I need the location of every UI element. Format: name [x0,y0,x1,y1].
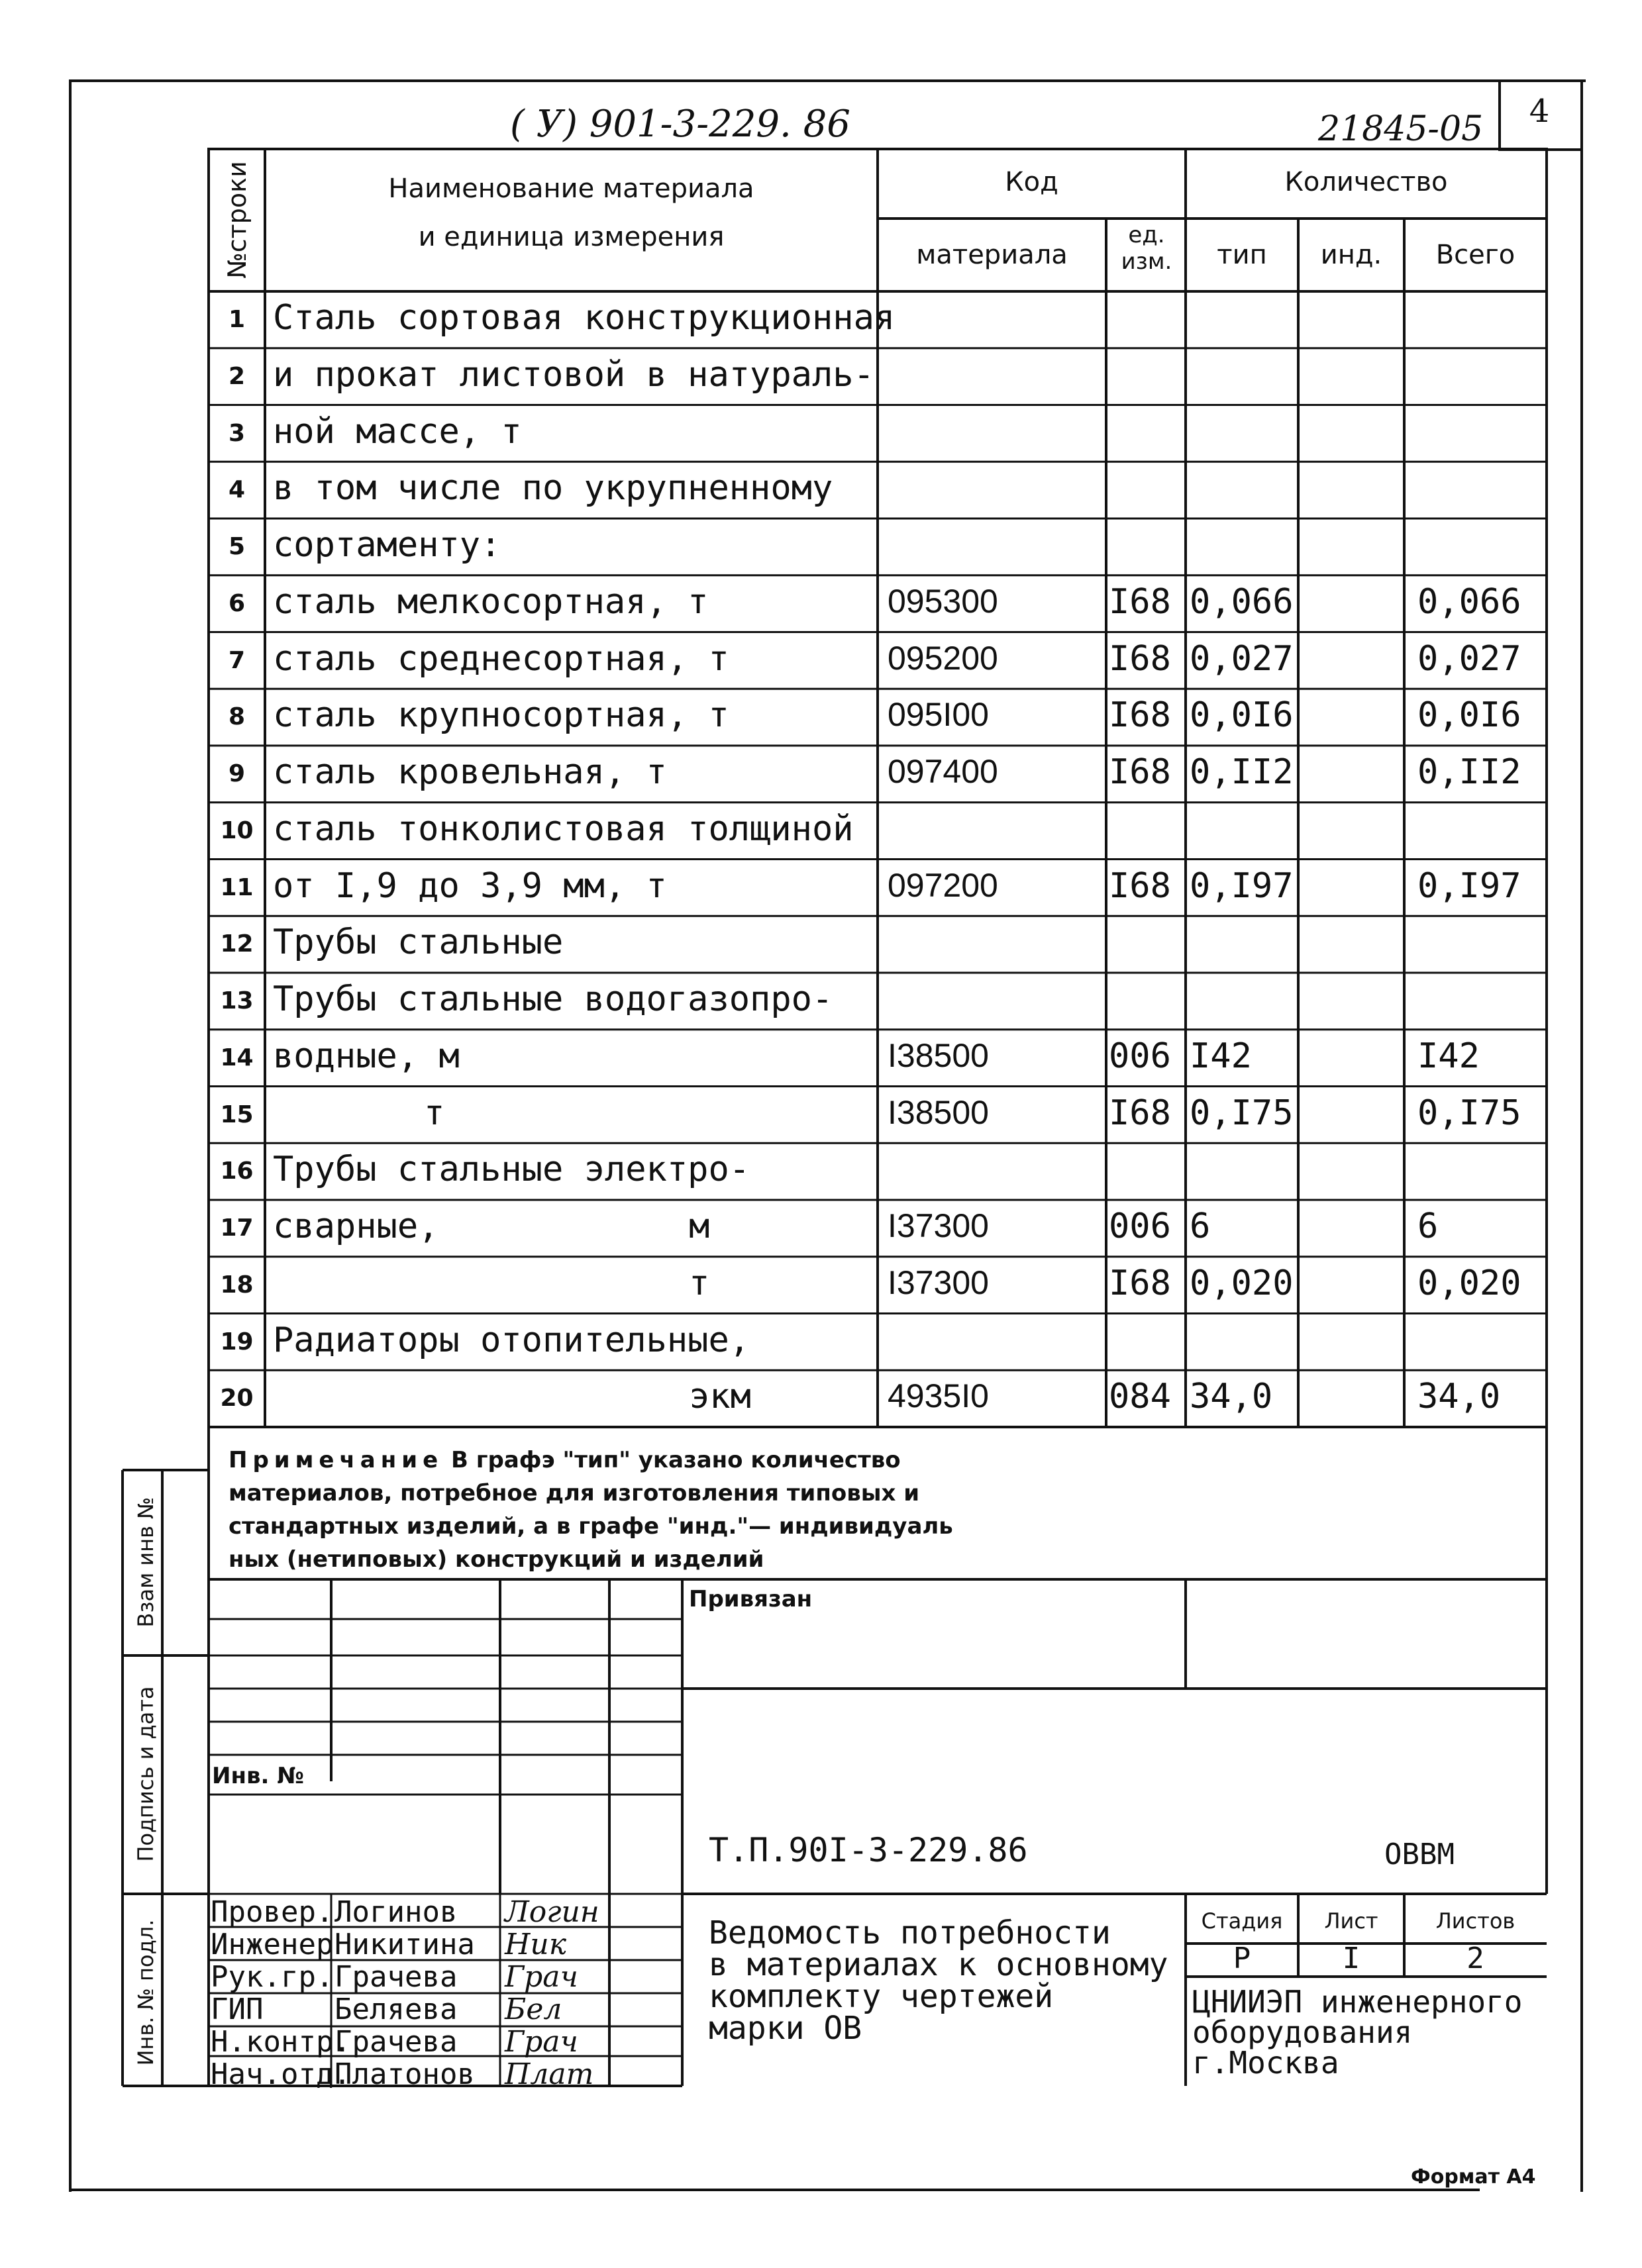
cell-mat: 095I00 [888,696,989,734]
side-label-podpis: Подпись и дата [133,1686,158,1862]
note-block [229,1444,953,1576]
org-line2: оборудования [1192,2014,1413,2050]
cell-total: 0,020 [1417,1263,1521,1303]
cell-name-unit: м [689,1207,710,1246]
signature: Логин [505,1895,599,1929]
cell-type: 0,I75 [1190,1093,1294,1133]
note-line3: стандартных изделий, а в графе "инд."— индивидуаль [229,1513,953,1540]
header-name-line1: Наименование материала [388,173,754,204]
privyazan-label: Привязан [689,1586,813,1612]
header-qty-type: тип [1217,240,1267,270]
cell-n: 8 [228,703,246,731]
signer-role: Н.контр. [211,2025,351,2059]
cell-mat: 095200 [888,639,998,677]
signer-role: Рук.гр. [211,1960,334,1994]
doc-title [709,1914,1168,2047]
cell-type: 6 [1190,1207,1211,1246]
cell-name: Трубы стальные водогазопро- [273,979,833,1019]
cell-name-unit: т [689,1263,710,1303]
signer-role: ГИП [211,1993,264,2026]
cell-n: 5 [228,533,246,560]
sheets-label: Листов [1435,1908,1515,1934]
signer-name: Платонов [334,2057,475,2091]
cell-name: сталь крупносортная, т [273,695,729,736]
cell-n: 10 [220,816,254,844]
cell-mat: I38500 [888,1036,989,1074]
cell-n: 7 [228,646,246,674]
cell-unit: I68 [1109,1093,1171,1133]
cell-total: 34,0 [1417,1377,1501,1417]
header-name-line2: и единица измерения [418,222,725,252]
cell-type: 0,I97 [1190,865,1294,906]
page-number: 4 [1529,93,1550,130]
doc-title-line3: комплекту чертежей [709,1978,1054,2015]
cell-name: водные, м [273,1036,460,1076]
cell-unit: I68 [1109,581,1171,622]
cell-mat: I37300 [888,1263,989,1301]
signer-name: Грачева [334,1960,458,1994]
cell-mat: I37300 [888,1207,989,1244]
cell-name: Сталь сортовая конструкционная [273,298,896,338]
cell-name: сортаменту: [273,525,501,565]
sheets-value: 2 [1466,1942,1484,1975]
cell-n: 3 [228,419,246,447]
signature: Ник [505,1928,566,1961]
cell-unit: I68 [1109,865,1171,906]
cell-mat: I38500 [888,1093,989,1131]
cell-n: 12 [220,930,254,958]
cell-unit: I68 [1109,1263,1171,1303]
header-qty-total: Всего [1435,240,1515,270]
cell-mat: 097200 [888,866,998,904]
header-qty-ind: инд. [1320,240,1382,270]
cell-n: 9 [228,760,246,787]
cell-name: от I,9 до 3,9 мм, т [273,865,667,906]
sheet-value: I [1342,1942,1360,1975]
cell-n: 6 [228,589,246,617]
cell-total: 0,066 [1417,581,1521,622]
cell-n: 15 [220,1101,254,1128]
cell-total: 0,027 [1417,638,1521,679]
doc-title-line4: марки ОВ [709,2010,862,2047]
cell-total: I42 [1417,1036,1480,1076]
inv-no-label: Инв. № [212,1763,305,1789]
cell-unit: I68 [1109,752,1171,792]
header-code-material: материала [916,240,1068,270]
cell-unit: I68 [1109,695,1171,736]
side-label-inv-podl: Инв. № подл. [133,1919,158,2066]
doc-code: Т.П.90I-3-229.86 [709,1831,1028,1869]
header-row-number: №строки [223,161,252,279]
document-code-left: ( У) 901-3-229. 86 [510,103,850,146]
cell-total: 0,II2 [1417,752,1521,792]
cell-name: ной массе, т [273,411,522,452]
signer-name: Грачева [334,2025,458,2059]
cell-name: Трубы стальные электро- [273,1150,750,1190]
cell-unit: 084 [1109,1377,1171,1417]
format-label: Формат А4 [1411,2165,1536,2189]
signer-name: Никитина [334,1928,475,1961]
cell-mat: 097400 [888,753,998,790]
cell-n: 4 [228,476,246,504]
cell-n: 11 [220,873,254,901]
cell-name: в том числе по укрупненному [273,468,833,509]
cell-unit: 006 [1109,1036,1171,1076]
cell-name: Трубы стальные [273,922,564,963]
sheet-label: Лист [1324,1908,1378,1934]
cell-n: 2 [228,362,246,390]
cell-total: 0,I97 [1417,865,1521,906]
cell-name: и прокат листовой в натураль- [273,354,874,395]
cell-name: Радиаторы отопительные, [273,1320,750,1360]
signature: Грач [505,1960,578,1994]
cell-n: 1 [228,306,246,333]
org-line1: ЦНИИЭП инженерного [1192,1984,1523,2020]
cell-type: 0,020 [1190,1263,1294,1303]
cell-name: сварные, [273,1207,439,1246]
cell-total: 6 [1417,1207,1439,1246]
signature: Бел [505,1993,562,2026]
cell-n: 19 [220,1328,254,1356]
cell-name: сталь кровельная, т [273,752,667,792]
stage-value: Р [1233,1942,1251,1975]
cell-name: сталь мелкосортная, т [273,581,709,622]
cell-n: 16 [220,1158,254,1185]
cell-n: 13 [220,987,254,1014]
cell-type: I42 [1190,1036,1252,1076]
cell-n: 20 [220,1385,254,1412]
cell-n: 17 [220,1214,254,1242]
cell-unit: 006 [1109,1207,1171,1246]
side-label-vzam: Взам инв № [133,1497,158,1628]
doc-title-line1: Ведомость потребности [709,1914,1111,1951]
cell-name: сталь тонколистовая толщиной [273,809,854,849]
header-code-unit: ед. изм. [1121,222,1172,275]
cell-mat: 4935I0 [888,1377,989,1415]
cell-mat: 095300 [888,582,998,620]
signature: Грач [505,2025,578,2059]
cell-type: 0,066 [1190,581,1294,622]
doc-title-line2: в материалах к основному [709,1946,1168,1983]
cell-type: 0,II2 [1190,752,1294,792]
cell-n: 14 [220,1044,254,1071]
document-code-right: 21845-05 [1318,109,1484,149]
signer-role: Провер. [211,1895,334,1929]
cell-name: сталь среднесортная, т [273,638,729,679]
cell-name-unit: экм [689,1377,751,1417]
doc-mark: ОВВМ [1384,1838,1455,1871]
organization [1192,1984,1523,2081]
cell-name: т [424,1093,445,1133]
stage-label: Стадия [1201,1908,1283,1934]
signer-role: Нач.отд. [211,2057,351,2091]
signer-role: Инженер [211,1928,334,1961]
note-line2: материалов, потребное для изготовления типовых и [229,1480,920,1506]
signer-name: Беляева [334,1993,458,2026]
cell-type: 34,0 [1190,1377,1273,1417]
cell-total: 0,0I6 [1417,695,1521,736]
signature: Плат [505,2057,594,2091]
note-title: Примечание [229,1447,444,1473]
cell-unit: I68 [1109,638,1171,679]
header-quantity: Количество [1284,167,1448,197]
cell-total: 0,I75 [1417,1093,1521,1133]
note-line1: В графэ "тип" указано количество [450,1447,901,1473]
org-line3: г.Москва [1192,2045,1339,2081]
cell-type: 0,0I6 [1190,695,1294,736]
note-line4: ных (нетиповых) конструкций и изделий [229,1546,764,1573]
header-code: Код [1005,167,1058,197]
cell-type: 0,027 [1190,638,1294,679]
cell-n: 18 [220,1271,254,1299]
signer-name: Логинов [334,1895,458,1929]
